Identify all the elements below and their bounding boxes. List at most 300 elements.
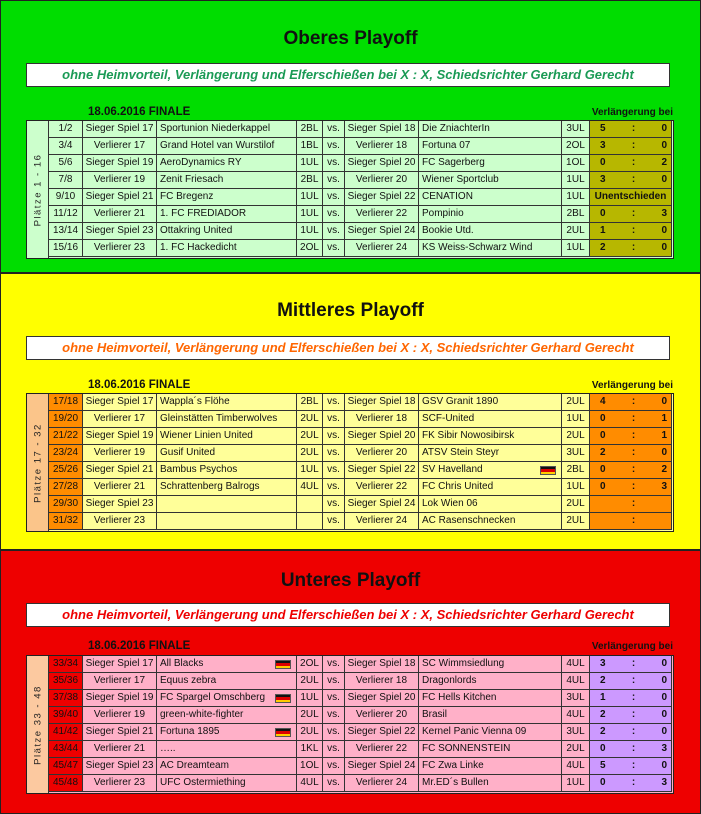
cell-l2 bbox=[562, 724, 590, 741]
league-code: 1UL bbox=[300, 208, 319, 219]
match-ref: Verlierer 21 bbox=[93, 481, 146, 492]
cell-m2 bbox=[345, 707, 419, 724]
cell-t2 bbox=[419, 741, 562, 758]
score-home: 3 bbox=[600, 140, 606, 151]
match-ref: Verlierer 20 bbox=[355, 447, 408, 458]
cell-t2 bbox=[419, 656, 562, 673]
match-ref: Verlierer 20 bbox=[355, 174, 408, 185]
league-code: 1UL bbox=[300, 692, 319, 703]
cell-place bbox=[49, 172, 83, 189]
cell-score bbox=[590, 138, 672, 155]
table-row bbox=[49, 656, 672, 673]
cell-t1 bbox=[157, 121, 297, 138]
cell-l2 bbox=[562, 411, 590, 428]
place-number: 43/44 bbox=[52, 743, 79, 754]
versus-label: vs. bbox=[327, 760, 340, 771]
cell-t1 bbox=[157, 775, 297, 792]
cell-t1 bbox=[157, 206, 297, 223]
cell-m2 bbox=[345, 513, 419, 530]
cell-vs bbox=[323, 656, 345, 673]
league-code: 3UL bbox=[566, 123, 585, 134]
place-number: 5/6 bbox=[58, 157, 73, 168]
cell-t2 bbox=[419, 775, 562, 792]
cell-place bbox=[49, 479, 83, 496]
cell-m2 bbox=[345, 206, 419, 223]
cell-l2 bbox=[562, 513, 590, 530]
team-name: SC Wimmsiedlung bbox=[422, 658, 505, 669]
cell-m1 bbox=[83, 121, 157, 138]
cell-score bbox=[590, 121, 672, 138]
table-row bbox=[49, 707, 672, 724]
team-name: AeroDynamics RY bbox=[160, 157, 242, 168]
cell-place bbox=[49, 758, 83, 775]
cell-t1 bbox=[157, 513, 297, 530]
cell-m2 bbox=[345, 394, 419, 411]
league-code: 2OL bbox=[300, 658, 319, 669]
cell-vs bbox=[323, 394, 345, 411]
cell-t2 bbox=[419, 138, 562, 155]
cell-l1 bbox=[297, 445, 323, 462]
cell-t2 bbox=[419, 155, 562, 172]
league-code: 2UL bbox=[300, 675, 319, 686]
cell-t2 bbox=[419, 428, 562, 445]
match-ref: Verlierer 17 bbox=[93, 675, 146, 686]
team-name: Kernel Panic Vienna 09 bbox=[422, 726, 527, 737]
cell-t1 bbox=[157, 479, 297, 496]
versus-label: vs. bbox=[327, 709, 340, 720]
cell-vs bbox=[323, 479, 345, 496]
score-home: 3 bbox=[600, 658, 606, 669]
league-code: 1UL bbox=[300, 464, 319, 475]
cell-m1 bbox=[83, 758, 157, 775]
places-side-label bbox=[27, 121, 49, 258]
cell-t1 bbox=[157, 189, 297, 206]
cell-vs bbox=[323, 206, 345, 223]
cell-score bbox=[590, 189, 672, 206]
cell-l2 bbox=[562, 479, 590, 496]
place-number: 31/32 bbox=[52, 515, 79, 526]
cell-m2 bbox=[345, 223, 419, 240]
league-code: 2BL bbox=[300, 174, 319, 185]
cell-l2 bbox=[562, 741, 590, 758]
score-home: 1 bbox=[600, 225, 606, 236]
team-name: Lok Wien 06 bbox=[422, 498, 478, 509]
cell-score bbox=[590, 673, 672, 690]
match-ref: Sieger Spiel 23 bbox=[85, 760, 154, 771]
cell-place bbox=[49, 724, 83, 741]
score-home: 2 bbox=[600, 675, 606, 686]
score-home: 5 bbox=[600, 123, 606, 134]
cell-l1 bbox=[297, 223, 323, 240]
cell-t1 bbox=[157, 138, 297, 155]
team-name: Wiener Sportclub bbox=[422, 174, 499, 185]
cell-l1 bbox=[297, 673, 323, 690]
cell-l1 bbox=[297, 411, 323, 428]
league-code: 1UL bbox=[566, 413, 585, 424]
cell-score bbox=[590, 172, 672, 189]
match-date: 18.06.2016 FINALE bbox=[88, 640, 191, 652]
team-name: AC Rasenschnecken bbox=[422, 515, 516, 526]
versus-label: vs. bbox=[327, 396, 340, 407]
cell-place bbox=[49, 223, 83, 240]
table-row bbox=[49, 445, 672, 462]
cell-score bbox=[590, 724, 672, 741]
cell-m1 bbox=[83, 724, 157, 741]
versus-label: vs. bbox=[327, 242, 340, 253]
team-name: GSV Granit 1890 bbox=[422, 396, 499, 407]
versus-label: vs. bbox=[327, 430, 340, 441]
cell-vs bbox=[323, 172, 345, 189]
team-name: 1. FC FREDIADOR bbox=[160, 208, 247, 219]
cell-l1 bbox=[297, 394, 323, 411]
league-code: 2UL bbox=[300, 709, 319, 720]
league-code: 2UL bbox=[566, 498, 585, 509]
score-home: 0 bbox=[600, 157, 606, 168]
match-ref: Sieger Spiel 17 bbox=[85, 396, 154, 407]
team-name: UFC Ostermiething bbox=[160, 777, 246, 788]
place-number: 7/8 bbox=[58, 174, 73, 185]
team-name: Bookie Utd. bbox=[422, 225, 474, 236]
cell-vs bbox=[323, 121, 345, 138]
cell-score bbox=[590, 394, 672, 411]
versus-label: vs. bbox=[327, 208, 340, 219]
league-code: 1UL bbox=[566, 481, 585, 492]
match-ref: Sieger Spiel 17 bbox=[85, 658, 154, 669]
cell-m1 bbox=[83, 775, 157, 792]
score-separator: : bbox=[631, 174, 636, 185]
cell-m2 bbox=[345, 462, 419, 479]
score-separator: : bbox=[631, 396, 636, 407]
cell-l2 bbox=[562, 445, 590, 462]
score-away: 0 bbox=[661, 692, 667, 703]
score-home: 0 bbox=[600, 777, 606, 788]
league-code: 3UL bbox=[566, 447, 585, 458]
score-home: 0 bbox=[600, 743, 606, 754]
germany-flag-icon bbox=[275, 728, 291, 737]
cell-t2 bbox=[419, 690, 562, 707]
match-date: 18.06.2016 FINALE bbox=[88, 106, 191, 118]
score-away: 0 bbox=[661, 396, 667, 407]
league-code: 3UL bbox=[566, 692, 585, 703]
versus-label: vs. bbox=[327, 225, 340, 236]
league-code: 4UL bbox=[300, 777, 319, 788]
cell-vs bbox=[323, 445, 345, 462]
cell-t2 bbox=[419, 445, 562, 462]
cell-l2 bbox=[562, 428, 590, 445]
cell-t1 bbox=[157, 707, 297, 724]
cell-t1 bbox=[157, 690, 297, 707]
cell-m2 bbox=[345, 496, 419, 513]
place-number: 33/34 bbox=[52, 658, 79, 669]
score-away: 0 bbox=[661, 123, 667, 134]
cell-vs bbox=[323, 775, 345, 792]
cell-l2 bbox=[562, 394, 590, 411]
score-home: 2 bbox=[600, 726, 606, 737]
versus-label: vs. bbox=[327, 777, 340, 788]
cell-t2 bbox=[419, 496, 562, 513]
match-ref: Verlierer 19 bbox=[93, 709, 146, 720]
cell-vs bbox=[323, 724, 345, 741]
cell-score bbox=[590, 690, 672, 707]
section-title: Unteres Playoff bbox=[280, 570, 421, 591]
versus-label: vs. bbox=[327, 447, 340, 458]
cell-t1 bbox=[157, 462, 297, 479]
match-ref: Verlierer 22 bbox=[355, 743, 408, 754]
team-name: FC Spargel Omschberg bbox=[160, 692, 266, 703]
score-away: 0 bbox=[661, 675, 667, 686]
score-separator: : bbox=[631, 225, 636, 236]
score-separator: : bbox=[631, 692, 636, 703]
cell-place bbox=[49, 513, 83, 530]
league-code: 1UL bbox=[300, 225, 319, 236]
cell-place bbox=[49, 411, 83, 428]
germany-flag-icon bbox=[275, 660, 291, 669]
score-away: 0 bbox=[661, 174, 667, 185]
team-name: Schrattenberg Balrogs bbox=[160, 481, 260, 492]
league-code: 2BL bbox=[300, 396, 319, 407]
cell-place bbox=[49, 445, 83, 462]
germany-flag-icon bbox=[540, 466, 556, 475]
cell-l1 bbox=[297, 741, 323, 758]
table-row bbox=[49, 479, 672, 496]
league-code: 3UL bbox=[566, 726, 585, 737]
cell-t2 bbox=[419, 479, 562, 496]
score-away: 3 bbox=[661, 481, 667, 492]
cell-score bbox=[590, 513, 672, 530]
cell-l2 bbox=[562, 758, 590, 775]
score-separator: : bbox=[631, 760, 636, 771]
cell-score bbox=[590, 462, 672, 479]
league-code: 2UL bbox=[566, 743, 585, 754]
cell-place bbox=[49, 496, 83, 513]
versus-label: vs. bbox=[327, 140, 340, 151]
table-row bbox=[49, 394, 672, 411]
team-name: Sportunion Niederkappel bbox=[160, 123, 271, 134]
score-separator: : bbox=[631, 658, 636, 669]
cell-m2 bbox=[345, 656, 419, 673]
league-code: 2UL bbox=[300, 430, 319, 441]
cell-place bbox=[49, 206, 83, 223]
cell-m1 bbox=[83, 445, 157, 462]
match-ref: Verlierer 24 bbox=[355, 242, 408, 253]
match-ref: Verlierer 23 bbox=[93, 515, 146, 526]
cell-vs bbox=[323, 690, 345, 707]
place-number: 27/28 bbox=[52, 481, 79, 492]
score-home: 0 bbox=[600, 430, 606, 441]
team-name: All Blacks bbox=[160, 658, 204, 669]
match-ref: Sieger Spiel 22 bbox=[347, 191, 416, 202]
score-home: 0 bbox=[600, 464, 606, 475]
cell-vs bbox=[323, 428, 345, 445]
cell-l1 bbox=[297, 479, 323, 496]
team-name: FC Bregenz bbox=[160, 191, 214, 202]
cell-vs bbox=[323, 411, 345, 428]
cell-l2 bbox=[562, 155, 590, 172]
cell-m1 bbox=[83, 479, 157, 496]
score-away: 0 bbox=[661, 709, 667, 720]
cell-m2 bbox=[345, 240, 419, 257]
team-name: Mr.ED´s Bullen bbox=[422, 777, 489, 788]
table-row bbox=[49, 462, 672, 479]
cell-l1 bbox=[297, 707, 323, 724]
match-ref: Sieger Spiel 17 bbox=[85, 123, 154, 134]
cell-m1 bbox=[83, 223, 157, 240]
place-number: 41/42 bbox=[52, 726, 79, 737]
score-away: 0 bbox=[661, 242, 667, 253]
cell-score bbox=[590, 240, 672, 257]
cell-m1 bbox=[83, 707, 157, 724]
score-away: 0 bbox=[661, 225, 667, 236]
cell-t1 bbox=[157, 758, 297, 775]
cell-place bbox=[49, 428, 83, 445]
cell-l1 bbox=[297, 206, 323, 223]
cell-l2 bbox=[562, 656, 590, 673]
place-number: 25/26 bbox=[52, 464, 79, 475]
team-name: Pompinio bbox=[422, 208, 464, 219]
place-number: 45/47 bbox=[52, 760, 79, 771]
score-away: 2 bbox=[661, 157, 667, 168]
score-separator: : bbox=[631, 481, 636, 492]
score-separator: : bbox=[631, 242, 636, 253]
cell-t2 bbox=[419, 513, 562, 530]
score-note: Unentschieden bbox=[594, 191, 667, 202]
places-range-label: Plätze 1 - 16 bbox=[32, 153, 43, 226]
cell-l2 bbox=[562, 121, 590, 138]
table-row bbox=[49, 240, 672, 257]
versus-label: vs. bbox=[327, 157, 340, 168]
cell-t2 bbox=[419, 189, 562, 206]
score-separator: : bbox=[631, 498, 636, 509]
league-code: 2UL bbox=[566, 430, 585, 441]
cell-t1 bbox=[157, 428, 297, 445]
team-name: ATSV Stein Steyr bbox=[422, 447, 500, 458]
team-name: green-white-fighter bbox=[160, 709, 244, 720]
score-away: 0 bbox=[661, 447, 667, 458]
score-away: 1 bbox=[661, 413, 667, 424]
score-separator: : bbox=[631, 726, 636, 737]
cell-l1 bbox=[297, 155, 323, 172]
match-date: 18.06.2016 FINALE bbox=[88, 379, 191, 391]
cell-m2 bbox=[345, 172, 419, 189]
cell-t1 bbox=[157, 223, 297, 240]
score-separator: : bbox=[631, 675, 636, 686]
cell-vs bbox=[323, 673, 345, 690]
team-name: KS Weiss-Schwarz Wind bbox=[422, 242, 533, 253]
league-code: 2OL bbox=[566, 140, 585, 151]
cell-score bbox=[590, 155, 672, 172]
cell-vs bbox=[323, 496, 345, 513]
score-away: 3 bbox=[661, 208, 667, 219]
versus-label: vs. bbox=[327, 174, 340, 185]
team-name: Fortuna 07 bbox=[422, 140, 471, 151]
table-row bbox=[49, 758, 672, 775]
cell-m2 bbox=[345, 138, 419, 155]
cell-m2 bbox=[345, 741, 419, 758]
match-ref: Sieger Spiel 18 bbox=[347, 658, 416, 669]
cell-m2 bbox=[345, 758, 419, 775]
team-name: AC Dreamteam bbox=[160, 760, 229, 771]
league-code: 1KL bbox=[300, 743, 319, 754]
league-code: 1UL bbox=[566, 191, 585, 202]
league-code: 1UL bbox=[566, 242, 585, 253]
cell-m1 bbox=[83, 394, 157, 411]
cell-t1 bbox=[157, 673, 297, 690]
cell-t2 bbox=[419, 206, 562, 223]
match-ref: Sieger Spiel 20 bbox=[347, 430, 416, 441]
team-name: FK Sibir Nowosibirsk bbox=[422, 430, 515, 441]
cell-l2 bbox=[562, 172, 590, 189]
score-separator: : bbox=[631, 413, 636, 424]
cell-vs bbox=[323, 462, 345, 479]
rules-banner: ohne Heimvorteil, Verlängerung und Elferschießen bei X : X, Schiedsrichter Gerhard Gerecht bbox=[26, 63, 670, 87]
versus-label: vs. bbox=[327, 515, 340, 526]
cell-t2 bbox=[419, 673, 562, 690]
cell-m2 bbox=[345, 775, 419, 792]
table-row bbox=[49, 138, 672, 155]
cell-place bbox=[49, 121, 83, 138]
score-home: 2 bbox=[600, 242, 606, 253]
cell-l2 bbox=[562, 775, 590, 792]
cell-vs bbox=[323, 758, 345, 775]
team-name: Grand Hotel van Wurstilof bbox=[160, 140, 275, 151]
team-name: Wiener Linien United bbox=[160, 430, 253, 441]
team-name: Fortuna 1895 bbox=[160, 726, 220, 737]
place-number: 9/10 bbox=[55, 191, 76, 202]
cell-m2 bbox=[345, 155, 419, 172]
cell-m2 bbox=[345, 690, 419, 707]
table-row bbox=[49, 121, 672, 138]
cell-l1 bbox=[297, 240, 323, 257]
score-home: 4 bbox=[600, 396, 606, 407]
cell-vs bbox=[323, 138, 345, 155]
score-home: 2 bbox=[600, 709, 606, 720]
team-name: SV Havelland bbox=[422, 464, 483, 475]
match-ref: Sieger Spiel 21 bbox=[85, 726, 154, 737]
cell-t1 bbox=[157, 240, 297, 257]
team-name: FC Sagerberg bbox=[422, 157, 485, 168]
team-name: FC Hells Kitchen bbox=[422, 692, 497, 703]
team-name: CENATION bbox=[422, 191, 473, 202]
score-home: 0 bbox=[600, 413, 606, 424]
match-ref: Verlierer 18 bbox=[355, 675, 408, 686]
cell-place bbox=[49, 240, 83, 257]
versus-label: vs. bbox=[327, 692, 340, 703]
extra-time-header: Verlängerung bei bbox=[591, 641, 673, 652]
cell-place bbox=[49, 673, 83, 690]
score-away: 2 bbox=[661, 464, 667, 475]
cell-l1 bbox=[297, 775, 323, 792]
team-name: Gusif United bbox=[160, 447, 216, 458]
cell-m2 bbox=[345, 479, 419, 496]
league-code: 1OL bbox=[566, 157, 585, 168]
match-ref: Sieger Spiel 21 bbox=[85, 464, 154, 475]
score-separator: : bbox=[631, 123, 636, 134]
cell-l2 bbox=[562, 673, 590, 690]
versus-label: vs. bbox=[327, 498, 340, 509]
cell-score bbox=[590, 758, 672, 775]
cell-l1 bbox=[297, 462, 323, 479]
match-ref: Verlierer 20 bbox=[355, 709, 408, 720]
match-ref: Sieger Spiel 20 bbox=[347, 692, 416, 703]
league-code: 2UL bbox=[300, 726, 319, 737]
cell-score bbox=[590, 656, 672, 673]
match-ref: Verlierer 24 bbox=[355, 515, 408, 526]
cell-t1 bbox=[157, 411, 297, 428]
cell-l1 bbox=[297, 690, 323, 707]
cell-l2 bbox=[562, 496, 590, 513]
table-row bbox=[49, 428, 672, 445]
team-name: 1. FC Hackedicht bbox=[160, 242, 237, 253]
